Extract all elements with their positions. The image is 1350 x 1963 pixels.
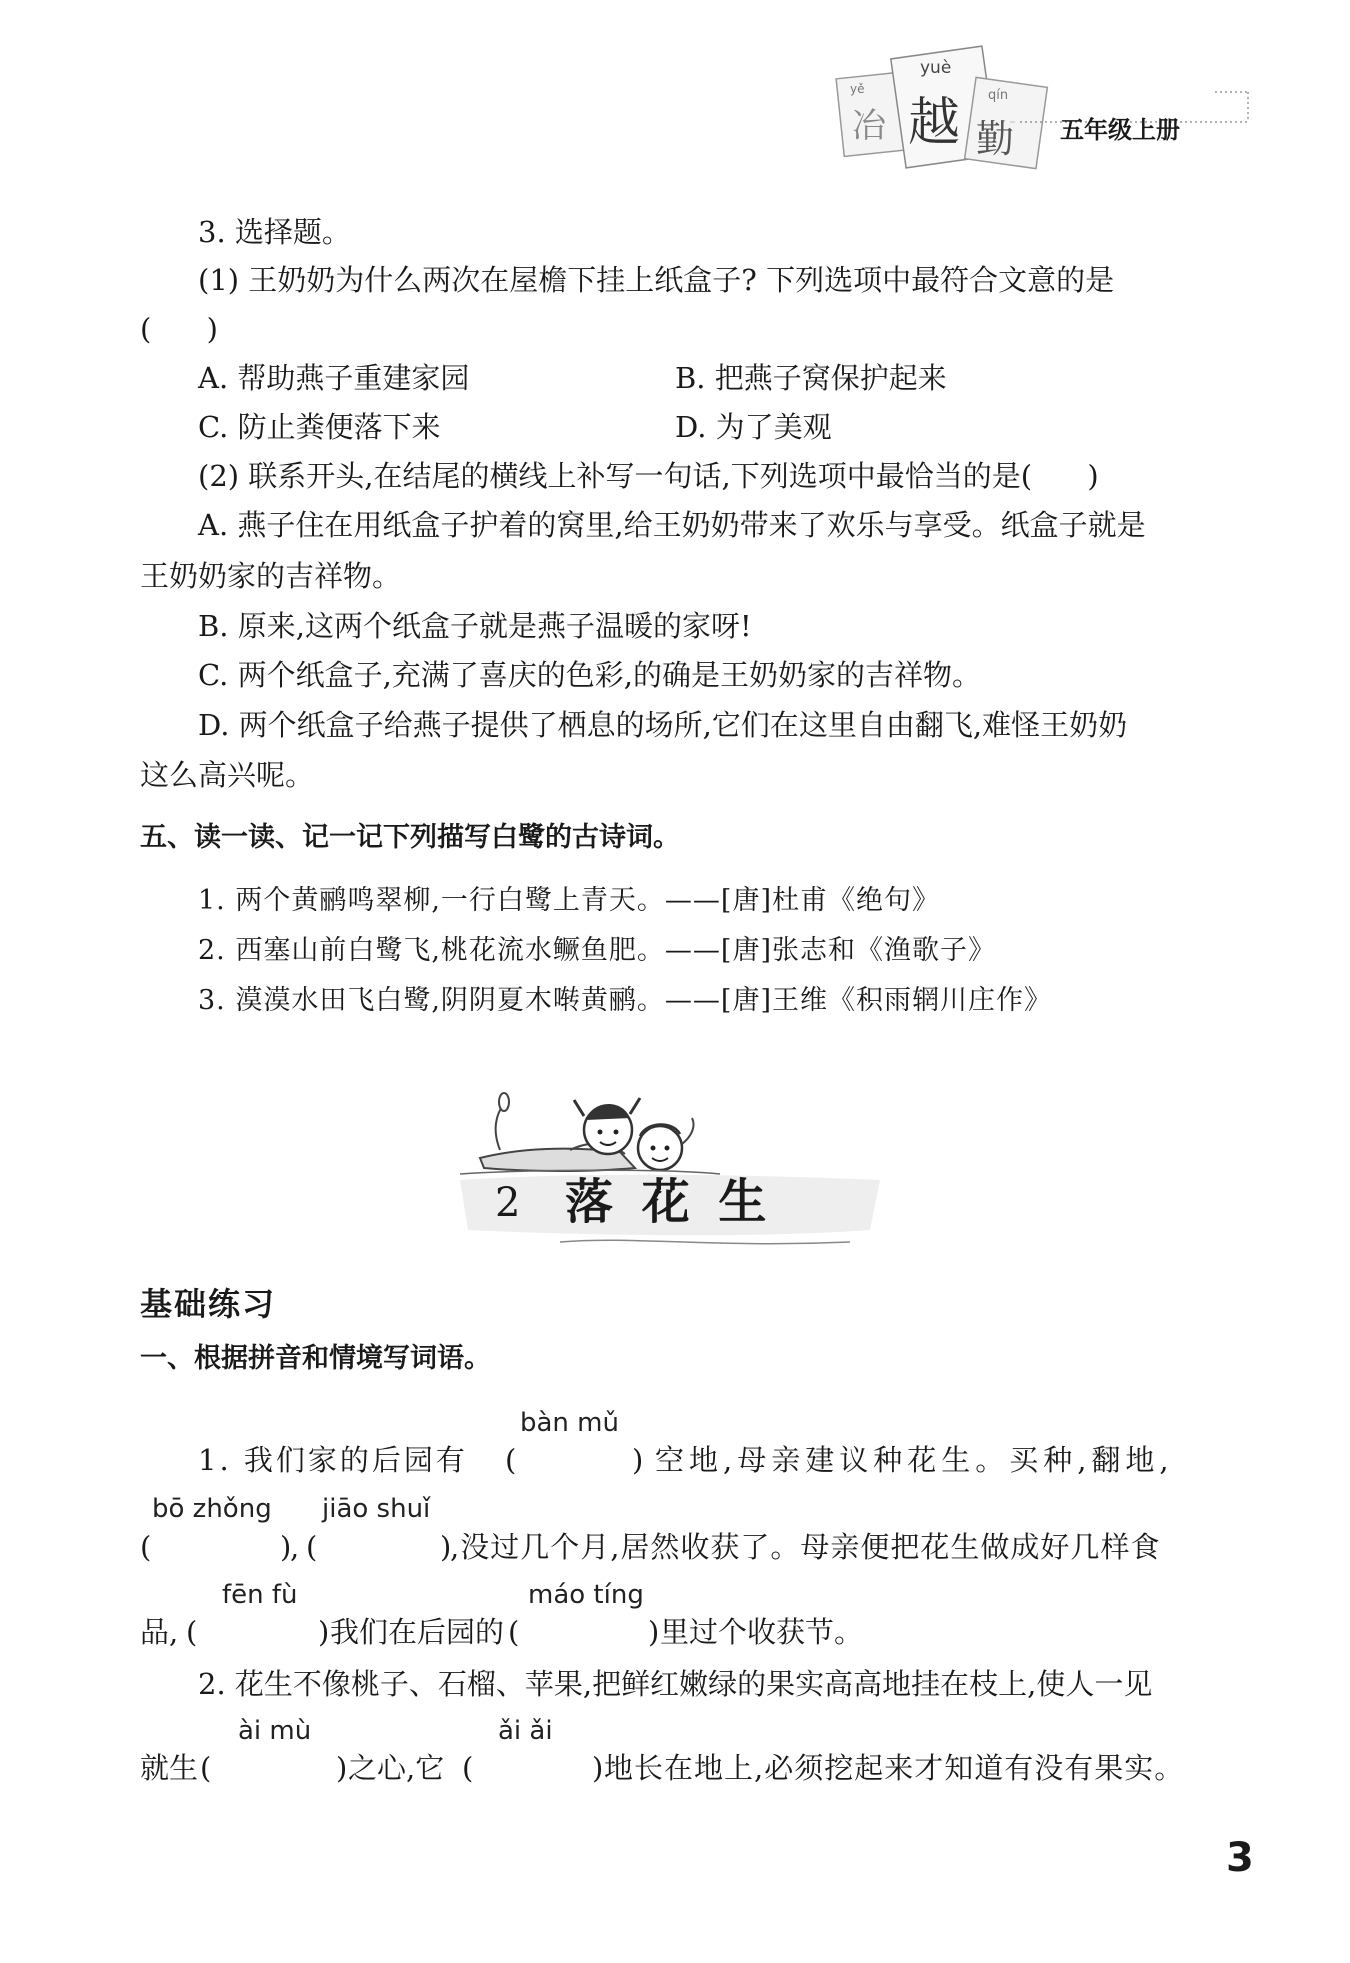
- item-1-line-1-pre: 1. 我们家的后园有: [198, 1443, 468, 1477]
- lesson-illustration: [460, 1070, 880, 1260]
- option-3-2-d-line2: 这么高兴呢。: [140, 758, 315, 792]
- option-3-2-a-line2: 王奶奶家的吉祥物。: [140, 559, 402, 593]
- answer-blank-4-close: ): [318, 1615, 330, 1649]
- pinyin-mao-ting: máo tíng: [528, 1580, 644, 1610]
- item-2-line-2-mid: 之心,它: [348, 1751, 445, 1785]
- option-3-1-d: D. 为了美观: [675, 410, 832, 444]
- option-3-1-c: C. 防止粪便落下来: [198, 410, 441, 444]
- pinyin-jiao-shui: jiāo shuǐ: [322, 1494, 431, 1524]
- pinyin-ai-mu: ài mù: [238, 1716, 312, 1746]
- option-3-2-d-line1: D. 两个纸盒子给燕子提供了栖息的场所,它们在这里自由翻飞,难怪王奶奶: [198, 708, 1128, 742]
- option-3-1-a: A. 帮助燕子重建家园: [198, 361, 470, 395]
- pinyin-fen-fu: fēn fù: [222, 1580, 298, 1610]
- option-3-2-c: C. 两个纸盒子,充满了喜庆的色彩,的确是王奶奶家的吉祥物。: [198, 658, 982, 692]
- item-1-line-3-post: 里过个收获节。: [660, 1615, 864, 1649]
- children-lying-illustration: [460, 1093, 720, 1174]
- logo-char-2: 越: [908, 93, 961, 153]
- pinyin-bo-zhong: bō zhǒng: [152, 1494, 272, 1524]
- logo-pinyin-2: yuè: [920, 58, 952, 78]
- answer-blank-6-open: (: [200, 1751, 212, 1785]
- answer-blank-5-open: (: [508, 1615, 520, 1649]
- item-1-line-2-post: ,没过几个月,居然收获了。母亲便把花生做成好几样食: [450, 1530, 1161, 1564]
- poem-1: 1. 两个黄鹂鸣翠柳,一行白鹭上青天。——[唐]杜甫《绝句》: [198, 885, 940, 916]
- answer-blank-7-open: (: [462, 1751, 474, 1785]
- answer-blank-5-close: ): [648, 1615, 660, 1649]
- answer-blank-1-open: (: [505, 1443, 517, 1477]
- header-logo: [820, 40, 1260, 190]
- pinyin-ai-ai: ǎi ǎi: [498, 1716, 553, 1746]
- answer-blank-6-close: ): [336, 1751, 348, 1785]
- logo-pinyin-1: yě: [850, 82, 865, 96]
- item-2-line-2-pre: 就生: [140, 1751, 199, 1785]
- item-1-line-1-post: 空地,母亲建议种花生。买种,翻地,: [655, 1443, 1174, 1477]
- answer-blank-7-close: ): [592, 1751, 604, 1785]
- poem-2: 2. 西塞山前白鹭飞,桃花流水鳜鱼肥。——[唐]张志和《渔歌子》: [198, 935, 996, 966]
- pinyin-ban-mu: bàn mǔ: [520, 1408, 619, 1438]
- item-1-line-2-comma: ,: [290, 1530, 300, 1564]
- item-1-line-3-pre: 品,: [140, 1615, 179, 1649]
- answer-blank-1-close: ): [632, 1443, 644, 1477]
- part-1-title: 一、根据拼音和情境写词语。: [140, 1343, 491, 1374]
- basic-practice-heading: 基础练习: [140, 1285, 277, 1323]
- answer-blank-2-close: ): [280, 1530, 292, 1564]
- answer-blank-4-open: (: [186, 1615, 198, 1649]
- lesson-title: 落 花 生: [565, 1174, 773, 1230]
- poem-3: 3. 漠漠水田飞白鹭,阴阴夏木啭黄鹂。——[唐]王维《积雨辋川庄作》: [198, 985, 1052, 1016]
- logo-char-1: 冶: [852, 106, 886, 146]
- item-1-line-3-mid: 我们在后园的: [330, 1615, 505, 1649]
- answer-blank-3-close: ): [440, 1530, 452, 1564]
- grade-label: 五年级上册: [1060, 116, 1180, 144]
- option-3-1-b: B. 把燕子窝保护起来: [675, 361, 947, 395]
- logo-pinyin-3: qín: [988, 88, 1009, 103]
- question-3-1-blank: ( ): [140, 312, 218, 346]
- lesson-number: 2: [495, 1180, 521, 1226]
- logo-char-3: 勤: [976, 117, 1015, 161]
- page-number: 3: [1226, 1835, 1254, 1881]
- question-3-2-stem: (2) 联系开头,在结尾的横线上补写一句话,下列选项中最恰当的是( ): [198, 459, 1099, 493]
- answer-blank-3-open: (: [306, 1530, 318, 1564]
- item-2-line-2-post: 地长在地上,必须挖起来才知道有没有果实。: [604, 1751, 1185, 1785]
- question-3-title: 3. 选择题。: [198, 215, 351, 249]
- option-3-2-a-line1: A. 燕子住在用纸盒子护着的窝里,给王奶奶带来了欢乐与享受。纸盒子就是: [198, 508, 1146, 542]
- option-3-2-b: B. 原来,这两个纸盒子就是燕子温暖的家呀!: [198, 609, 752, 643]
- section-5-title: 五、读一读、记一记下列描写白鹭的古诗词。: [140, 822, 680, 853]
- question-3-1-stem: (1) 王奶奶为什么两次在屋檐下挂上纸盒子? 下列选项中最符合文意的是: [198, 263, 1115, 297]
- item-2-line-1: 2. 花生不像桃子、石榴、苹果,把鲜红嫩绿的果实高高地挂在枝上,使人一见: [198, 1667, 1153, 1701]
- answer-blank-2-open: (: [140, 1530, 152, 1564]
